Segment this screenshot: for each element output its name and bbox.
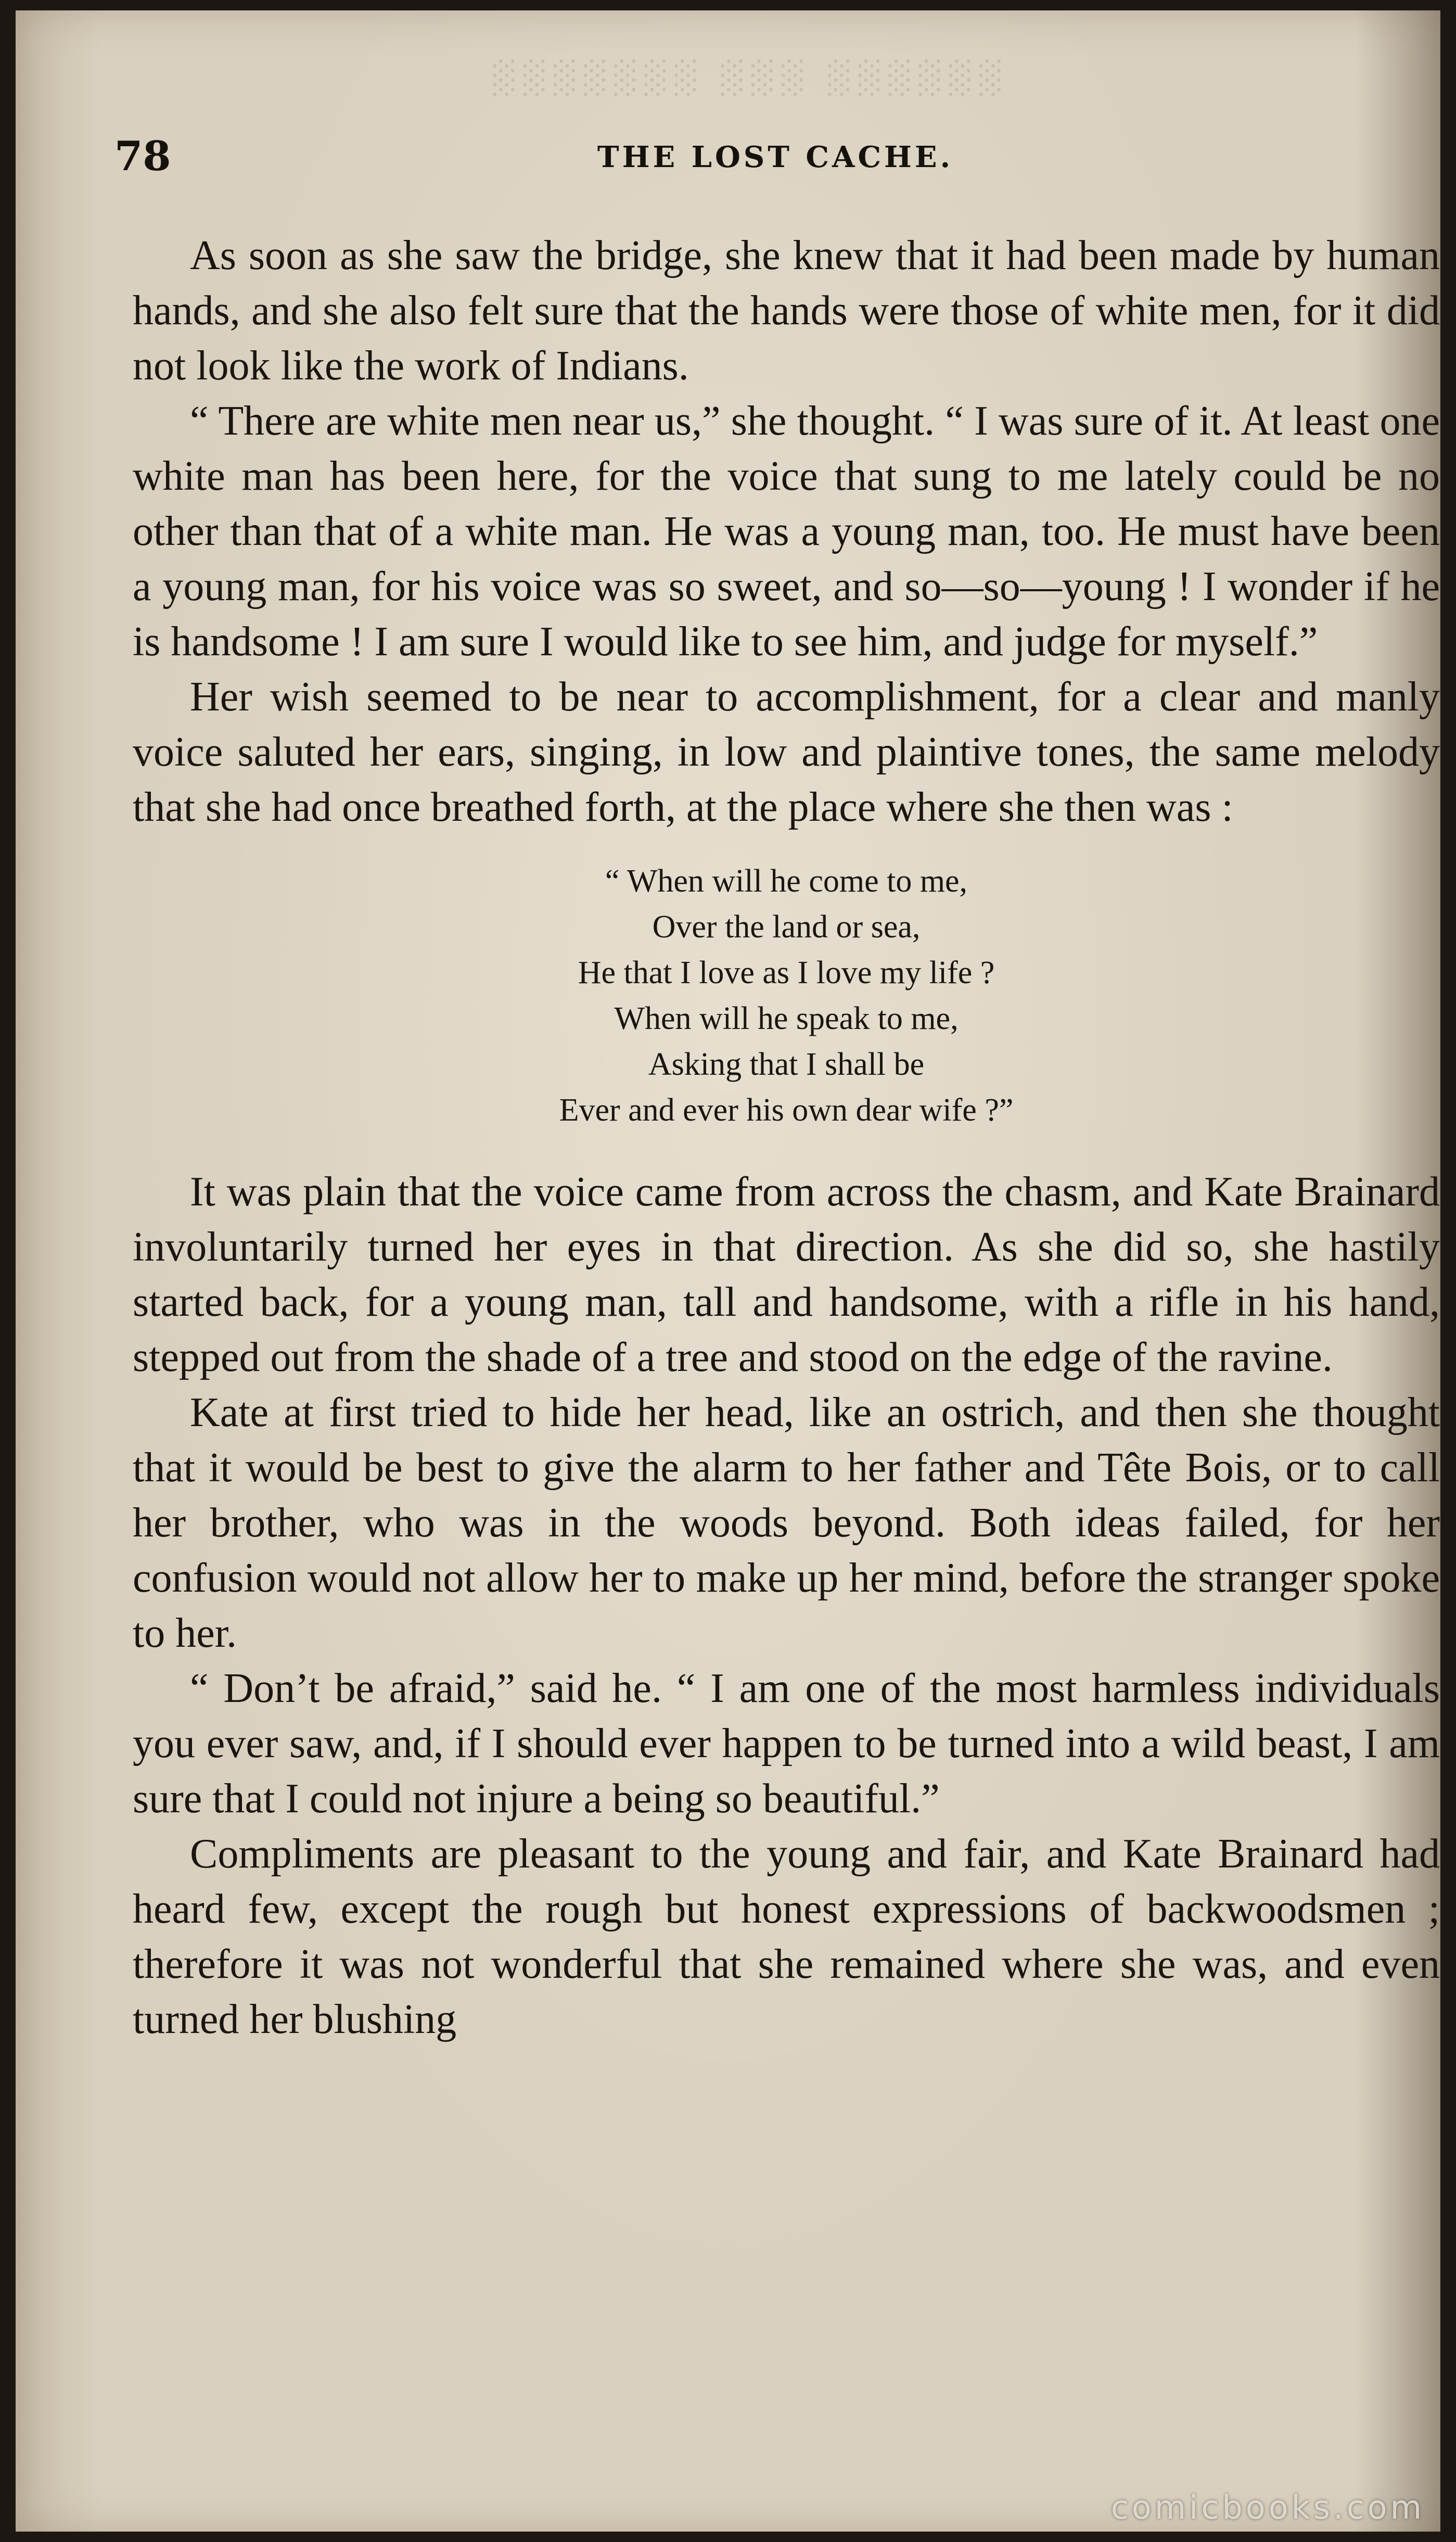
paragraph: Her wish seemed to be near to accomplishment, for a clear and manly voice saluted her ears, singing, in low and plaintive tones, the same melody that she had once breathed forth, at the place where she then was :	[133, 674, 1440, 830]
paragraph: As soon as she saw the bridge, she knew that it had been made by human hands, and she also felt sure that the hands were those of white men, for it did not look like the work of Indians.	[133, 233, 1440, 389]
poem-line: “ When will he come to me,	[605, 863, 968, 899]
poem	[133, 858, 1440, 1133]
poem-line: He that I love as I love my life ?	[578, 955, 995, 990]
poem-line: Asking that I shall be	[648, 1047, 925, 1082]
paragraph: “ There are white men near us,” she thought. “ I was sure of it. At least one white man has been here, for the voice that sung to me lately could be no other than that of a white man. He was a young man, too. He must have been a young man, for his voice was so sweet, and so—so—young ! I wonder if he is handsome ! I am sure I would like to see him, and judge for myself.”	[133, 398, 1440, 665]
poem-line: Over the land or sea,	[652, 909, 921, 945]
bleed-through-text: ░░░░░░ ░░░ ░░░░░░░	[484, 60, 1001, 96]
watermark: comicbooks.com	[1110, 2488, 1425, 2526]
body-text	[133, 228, 1440, 2047]
book-page	[16, 10, 1440, 2532]
page-number: 78	[114, 133, 171, 180]
running-head: THE LOST CACHE.	[597, 140, 954, 174]
paragraph: “ Don’t be afraid,” said he. “ I am one of the most harmless individuals you ever saw, and, if I should ever happen to be turned into a wild beast, I am sure that I could not injure a being so beautiful.”	[133, 1666, 1440, 1822]
poem-line: When will he speak to me,	[614, 1001, 959, 1036]
poem-line: Ever and ever his own dear wife ?”	[559, 1092, 1014, 1128]
paragraph: Kate at first tried to hide her head, like an ostrich, and then she thought that it would be best to give the alarm to her father and Tête Bois, or to call her brother, who was in the woods beyond. Both ideas failed, for her confusion would not allow her to make up her mind, before the stranger spoke to her.	[133, 1390, 1440, 1656]
page-header	[114, 133, 1436, 195]
paragraph: Compliments are pleasant to the young and fair, and Kate Brainard had heard few, except the rough but honest expressions of backwoodsmen ; therefore it was not wonderful that she remained where she was, and even turned her blushing	[133, 1831, 1440, 2042]
paragraph: It was plain that the voice came from across the chasm, and Kate Brainard involuntarily turned her eyes in that direction. As she did so, she hastily started back, for a young man, tall and handsome, with a rifle in his hand, stepped out from the shade of a tree and stood on the edge of the ravine.	[133, 1169, 1440, 1380]
